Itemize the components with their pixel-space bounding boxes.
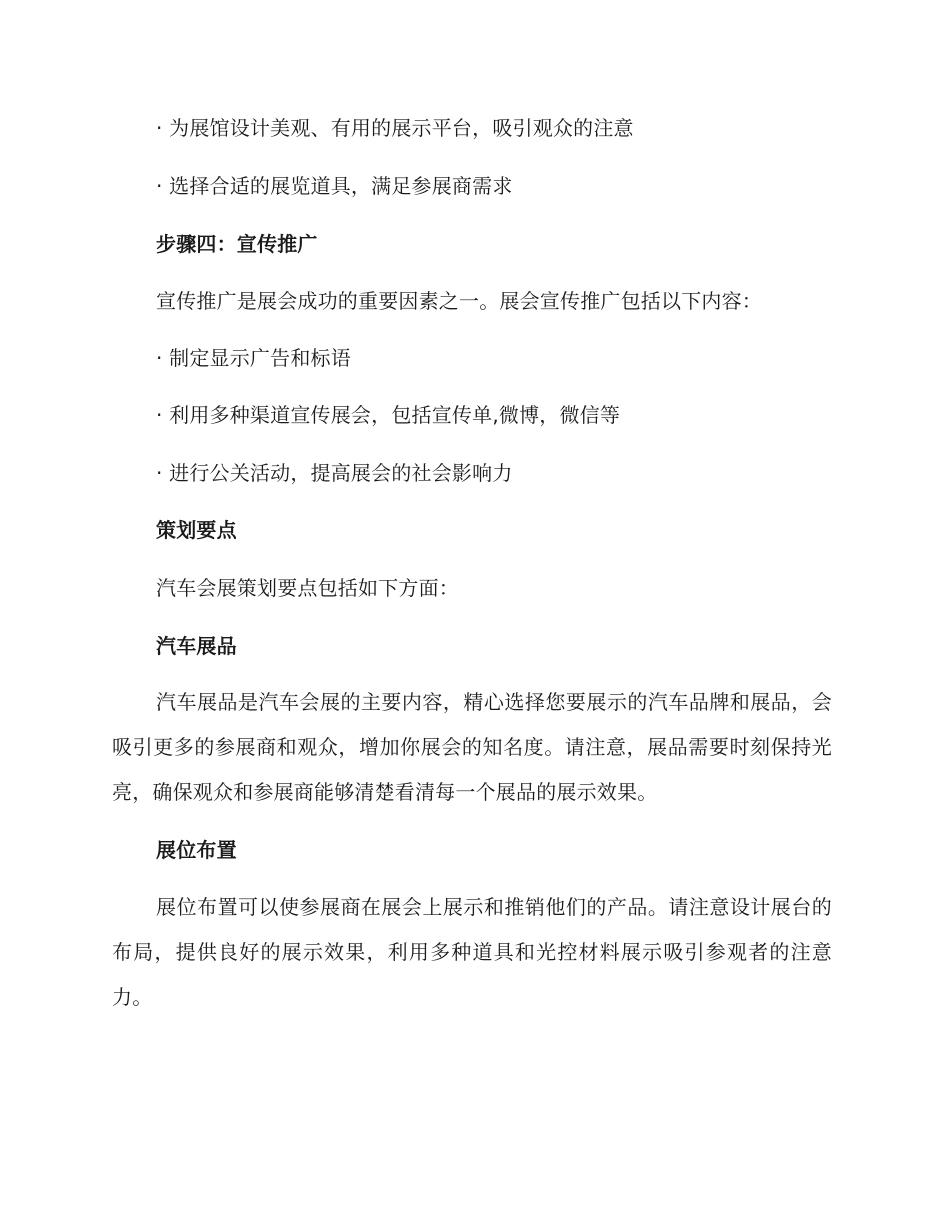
section-heading-booth-layout: 展位布置: [156, 838, 237, 862]
bullet-item-exhibition-props: · 选择合适的展览道具，满足参展商需求: [156, 174, 513, 198]
section-heading-planning-points: 策划要点: [156, 518, 237, 542]
paragraph-planning-points-intro: 汽车会展策划要点包括如下方面：: [156, 576, 459, 600]
bullet-item-ads-slogans: · 制定显示广告和标语: [156, 346, 351, 370]
paragraph-car-exhibits: 汽车展品是汽车会展的主要内容，精心选择您要展示的汽车品牌和展品，会吸引更多的参展商和观众，增加你展会的知名度。请注意，展品需要时刻保持光亮，确保观众和参展商能够清楚看清每一个展品的展示效果。: [112, 690, 832, 804]
bullet-item-platform-design: · 为展馆设计美观、有用的展示平台，吸引观众的注意: [156, 116, 634, 140]
paragraph-promotion-intro: 宣传推广是展会成功的重要因素之一。展会宣传推广包括以下内容：: [156, 289, 762, 313]
paragraph-booth-layout: 展位布置可以使参展商在展会上展示和推销他们的产品。请注意设计展台的布局，提供良好的展示效果，利用多种道具和光控材料展示吸引参观者的注意力。: [112, 895, 832, 1009]
section-heading-car-exhibits: 汽车展品: [156, 634, 237, 658]
bullet-item-public-relations: · 进行公关活动，提高展会的社会影响力: [156, 461, 513, 485]
section-heading-step-four: 步骤四：宣传推广: [156, 232, 318, 256]
bullet-item-channels: · 利用多种渠道宣传展会，包括宣传单,微博，微信等: [156, 403, 621, 427]
